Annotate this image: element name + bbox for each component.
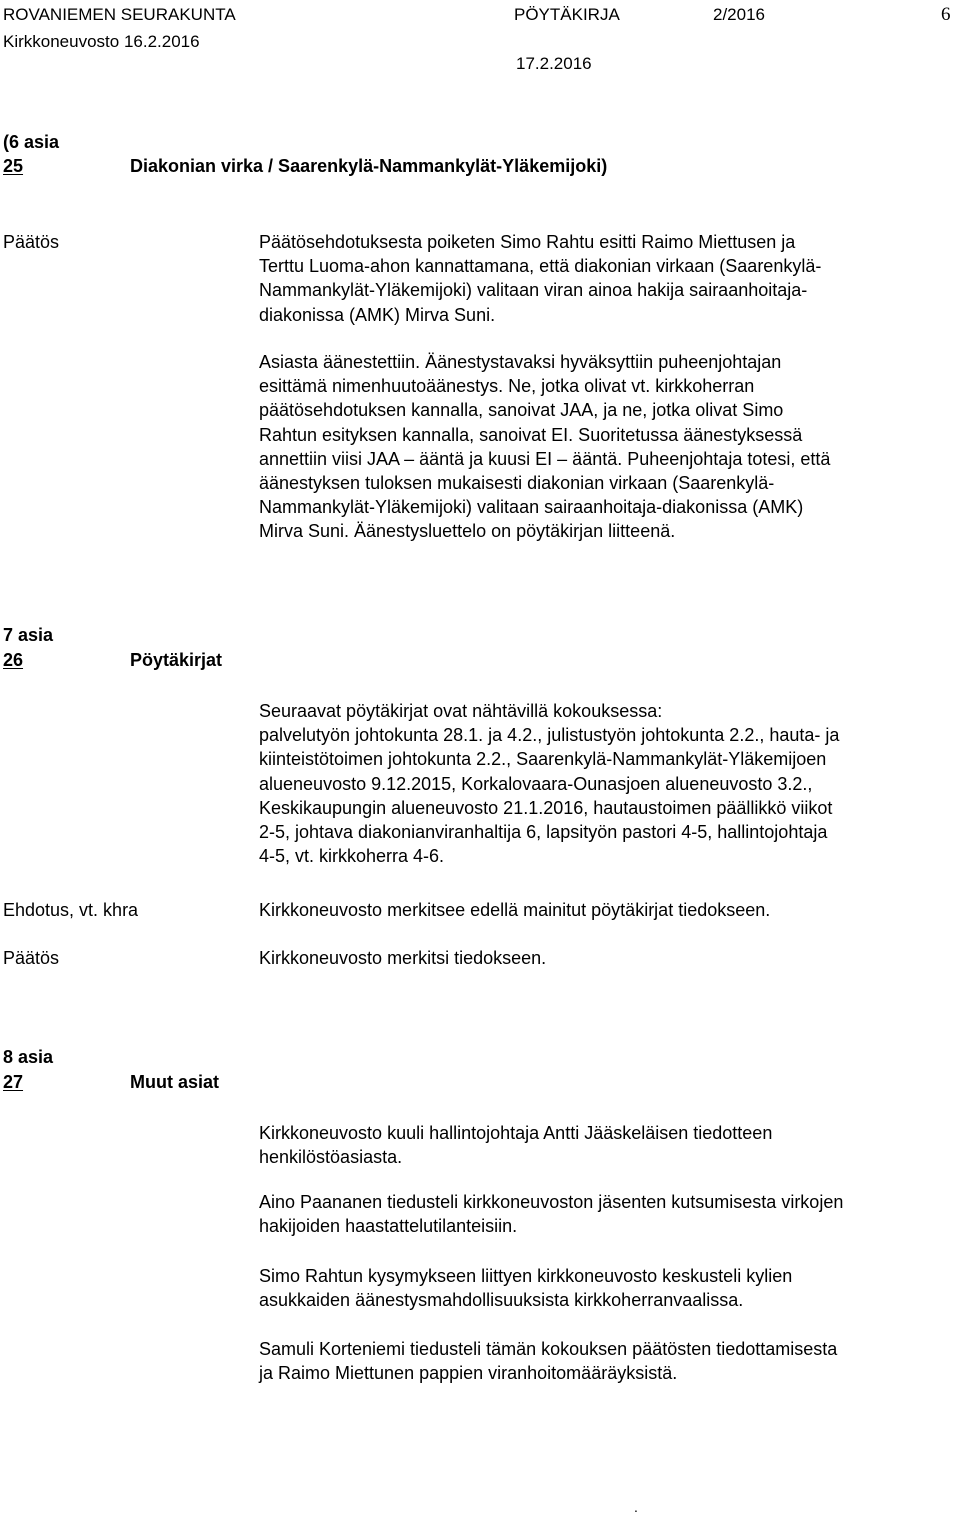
other-matters-paragraph-2 bbox=[259, 1190, 959, 1238]
text-line: äänestyksen tuloksen mukaisesti diakonian virkaan (Saarenkylä- bbox=[259, 473, 775, 494]
section-number: 26 bbox=[3, 650, 24, 670]
other-matters-paragraph-3 bbox=[259, 1264, 959, 1312]
text-line: Nammankylät-Yläkemijoki) valitaan sairaanhoitaja-diakonissa (AMK) bbox=[259, 497, 804, 518]
other-matters-paragraph-1 bbox=[259, 1121, 959, 1169]
decision-paragraph-2 bbox=[259, 350, 959, 544]
section-title: Diakonian virka / Saarenkylä-Nammankylät-Yläkemijoki) bbox=[130, 156, 608, 176]
text-line: palvelutyön johtokunta 28.1. ja 4.2., julistustyön johtokunta 2.2., hauta- ja bbox=[259, 725, 840, 746]
text-line: henkilöstöasiasta. bbox=[259, 1147, 403, 1168]
proposal-text: Kirkkoneuvosto merkitsee edellä mainitut pöytäkirjat tiedokseen. bbox=[259, 900, 771, 920]
section-number: 27 bbox=[3, 1072, 24, 1092]
text-line: Simo Rahtun kysymykseen liittyen kirkkoneuvosto keskusteli kylien bbox=[259, 1266, 793, 1286]
decision-label: Päätös bbox=[3, 232, 60, 252]
text-line: Rahtun esityksen kannalla, sanoivat EI. Suoritetussa äänestyksessä bbox=[259, 424, 803, 445]
text-line: Mirva Suni. Äänestysluettelo on pöytäkirjan liitteenä. bbox=[259, 521, 676, 542]
section-asia-label: (6 asia bbox=[3, 132, 60, 152]
text-line: annettiin viisi JAA – ääntä ja kuusi EI – ääntä. Puheenjohtaja totesi, että bbox=[259, 448, 831, 469]
section-number: 25 bbox=[3, 156, 24, 176]
other-matters-paragraph-4 bbox=[259, 1337, 959, 1385]
proposal-label: Ehdotus, vt. khra bbox=[3, 900, 139, 920]
footer-mark: . bbox=[634, 1499, 638, 1515]
decision-paragraph-1 bbox=[259, 230, 959, 327]
text-line: Kirkkoneuvosto kuuli hallintojohtaja Antti Jääskeläisen tiedotteen bbox=[259, 1123, 773, 1143]
document-type: PÖYTÄKIRJA bbox=[514, 5, 620, 24]
text-line: päätösehdotuksen kannalla, sanoivat JAA, ja ne, jotka olivat Simo bbox=[259, 400, 784, 421]
text-line: kiinteistötoimen johtokunta 2.2., Saarenkylä-Nammankylät-Yläkemijoen bbox=[259, 749, 827, 770]
section-asia-label: 8 asia bbox=[3, 1047, 54, 1067]
text-line: ja Raimo Miettunen pappien viranhoitomääräyksistä. bbox=[259, 1363, 678, 1384]
text-line: Seuraavat pöytäkirjat ovat nähtävillä kokouksessa: bbox=[259, 701, 663, 721]
text-line: Aino Paananen tiedusteli kirkkoneuvoston jäsenten kutsumisesta virkojen bbox=[259, 1192, 844, 1212]
text-line: 4-5, vt. kirkkoherra 4-6. bbox=[259, 846, 445, 867]
document-number: 2/2016 bbox=[713, 5, 765, 24]
section-asia-label: 7 asia bbox=[3, 625, 54, 645]
text-line: 2-5, johtava diakonianviranhaltija 6, lapsityön pastori 4-5, hallintojohtaja bbox=[259, 822, 828, 843]
text-line: hakijoiden haastattelutilanteisiin. bbox=[259, 1216, 518, 1237]
text-line: Terttu Luoma-ahon kannattamana, että diakonian virkaan (Saarenkylä- bbox=[259, 256, 822, 277]
text-line: Päätösehdotuksesta poiketen Simo Rahtu esitti Raimo Miettusen ja bbox=[259, 232, 796, 252]
minutes-list-paragraph bbox=[259, 699, 959, 868]
text-line: asukkaiden äänestysmahdollisuuksista kirkkoherranvaalissa. bbox=[259, 1290, 744, 1311]
text-line: Nammankylät-Yläkemijoki) valitaan viran ainoa hakija sairaanhoitaja- bbox=[259, 280, 808, 301]
text-line: Samuli Korteniemi tiedusteli tämän kokouksen päätösten tiedottamisesta bbox=[259, 1339, 838, 1359]
section-title: Pöytäkirjat bbox=[130, 650, 223, 670]
section-title: Muut asiat bbox=[130, 1072, 220, 1092]
text-line: Keskikaupungin alueneuvosto 21.1.2016, hautaustoimen päällikkö viikot bbox=[259, 797, 833, 818]
text-line: diakonissa (AMK) Mirva Suni. bbox=[259, 304, 496, 325]
text-line: Asiasta äänestettiin. Äänestystavaksi hyväksyttiin puheenjohtajan bbox=[259, 352, 782, 372]
text-line: alueneuvosto 9.12.2015, Korkalovaara-Ounasjoen alueneuvosto 3.2., bbox=[259, 773, 813, 794]
decision-label: Päätös bbox=[3, 948, 60, 968]
text-line: esittämä nimenhuutoäänestys. Ne, jotka olivat vt. kirkkoherran bbox=[259, 376, 755, 397]
meeting-date: 17.2.2016 bbox=[516, 54, 592, 73]
meeting-name: Kirkkoneuvosto 16.2.2016 bbox=[3, 32, 200, 51]
page-number: 6 bbox=[941, 4, 951, 25]
decision-text: Kirkkoneuvosto merkitsi tiedokseen. bbox=[259, 948, 547, 968]
organization-name: ROVANIEMEN SEURAKUNTA bbox=[3, 5, 236, 24]
